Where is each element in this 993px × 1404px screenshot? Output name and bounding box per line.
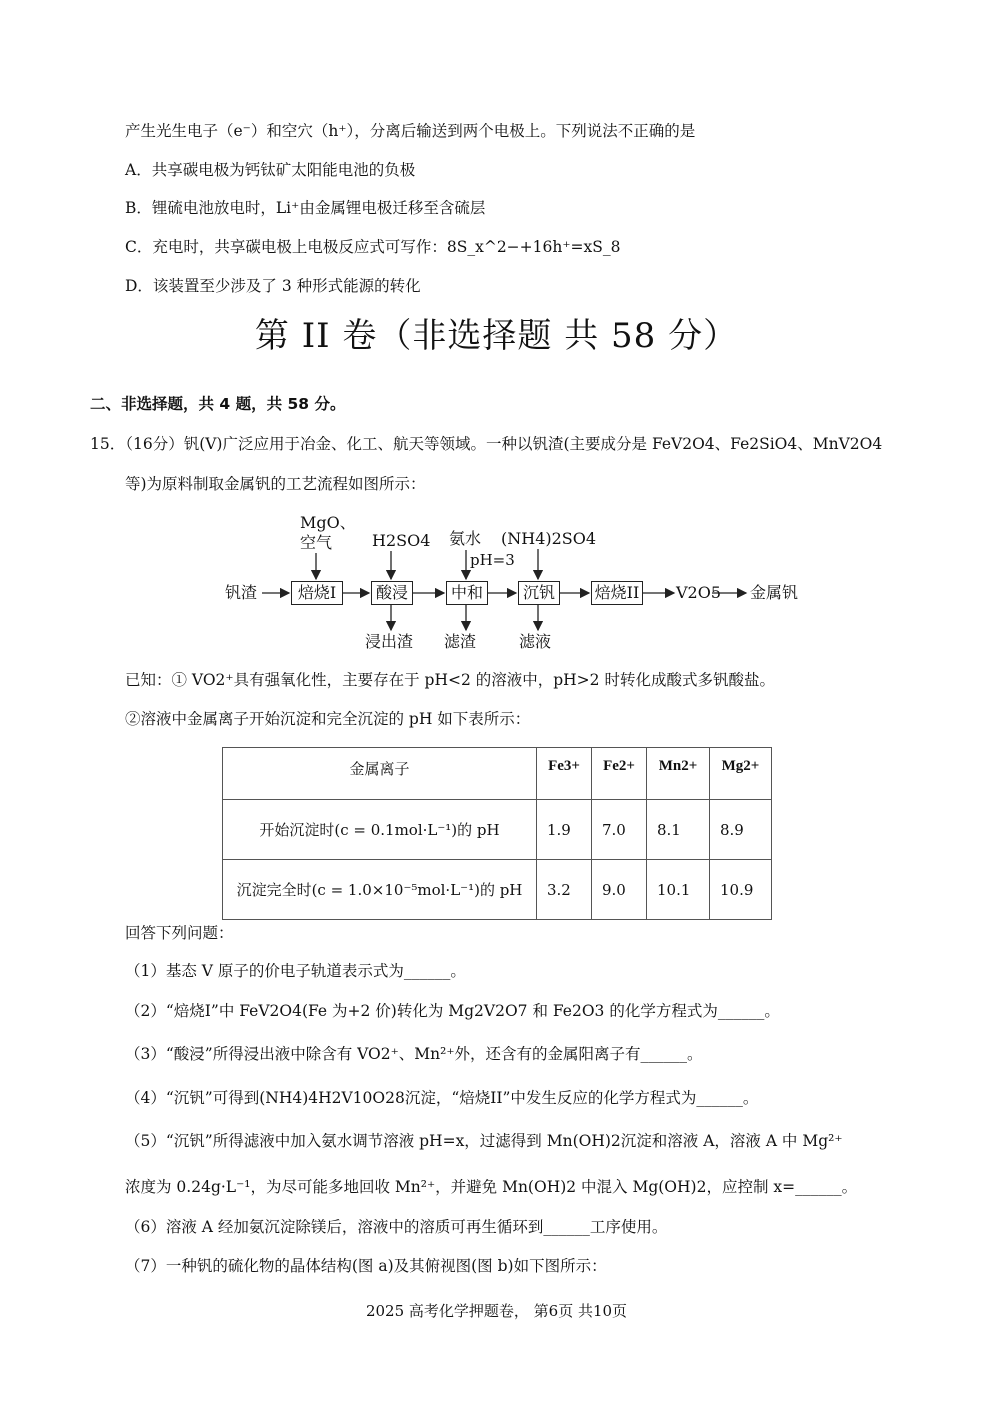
table-cell: 7.0 — [592, 800, 647, 860]
flow-product-v2o5: V2O5 — [676, 583, 722, 602]
table-row — [223, 860, 772, 920]
table-header-cell: 金属离子 — [223, 748, 537, 800]
flow-step-neutralize: 中和 — [446, 581, 488, 605]
flow-input-air: 空气 — [300, 533, 333, 552]
flow-output-residue: 浸出渣 — [365, 632, 414, 651]
flow-input-ammonia: 氨水 — [449, 529, 482, 548]
table-cell: 10.1 — [647, 860, 710, 920]
table-header-cell: Fe2+ — [592, 748, 647, 800]
flow-arrows — [0, 0, 993, 700]
page-footer: 2025 高考化学押题卷， 第6页 共10页 — [365, 1302, 628, 1320]
option-c: C．充电时，共享碳电极上电极反应式可写作：8S_x^2−+16h⁺=xS_8 — [125, 238, 621, 256]
flow-start: 钒渣 — [225, 583, 258, 602]
section-heading: 二、非选择题，共 4 题，共 58 分。 — [90, 395, 346, 413]
known-2: ②溶液中金属离子开始沉淀和完全沉淀的 pH 如下表所示： — [125, 710, 531, 728]
table-header-cell: Mg2+ — [710, 748, 772, 800]
flow-step-acid-leach: 酸浸 — [371, 581, 413, 605]
question-7: （7）一种钒的硫化物的晶体结构(图 a)及其俯视图(图 b)如下图所示： — [125, 1257, 607, 1275]
table-cell: 8.1 — [647, 800, 710, 860]
table-header-cell: Fe3+ — [537, 748, 592, 800]
question-4: （4）“沉钒”可得到(NH4)4H2V10O28沉淀，“焙烧II”中发生反应的化学方程式为______。 — [125, 1089, 759, 1107]
flow-step-precipitate: 沉钒 — [518, 581, 560, 605]
table-cell: 8.9 — [710, 800, 772, 860]
question-2: （2）“焙烧I”中 FeV2O4(Fe 为+2 价)转化为 Mg2V2O7 和 Fe2O3 的化学方程式为______。 — [125, 1002, 780, 1020]
flow-product-vanadium: 金属钒 — [750, 583, 799, 602]
table-cell: 1.9 — [537, 800, 592, 860]
flow-output-filter-residue: 滤渣 — [444, 632, 477, 651]
table-cell: 9.0 — [592, 860, 647, 920]
flow-step-roast1: 焙烧I — [291, 581, 343, 605]
section-title: 第 II 卷（非选择题 共 58 分） — [254, 316, 739, 356]
question-1: （1）基态 V 原子的价电子轨道表示式为______。 — [125, 962, 466, 980]
flow-input-nh4so4: (NH4)2SO4 — [501, 529, 597, 548]
flow-input-mgo: MgO、 — [300, 513, 356, 532]
table-cell: 3.2 — [537, 860, 592, 920]
table-cell: 沉淀完全时(c = 1.0×10⁻⁵mol·L⁻¹)的 pH — [223, 860, 537, 920]
table-header-cell: Mn2+ — [647, 748, 710, 800]
answer-prompt: 回答下列问题： — [125, 924, 234, 942]
option-d: D．该装置至少涉及了 3 种形式能源的转化 — [125, 277, 421, 295]
question-5a: （5）“沉钒”所得滤液中加入氨水调节溶液 pH=x，过滤得到 Mn(OH)2沉淀和溶液 A，溶液 A 中 Mg²⁺ — [125, 1132, 843, 1150]
flow-input-h2so4: H2SO4 — [372, 531, 431, 550]
table-cell: 开始沉淀时(c = 0.1mol·L⁻¹)的 pH — [223, 800, 537, 860]
question-5b: 浓度为 0.24g·L⁻¹，为尽可能多地回收 Mn²⁺，并避免 Mn(OH)2 中混入 Mg(OH)2，应控制 x=______。 — [125, 1178, 858, 1196]
table-header-row — [223, 748, 772, 800]
known-1: 已知：① VO2⁺具有强氧化性，主要存在于 pH<2 的溶液中，pH>2 时转化成酸式多钒酸盐。 — [125, 671, 775, 689]
q15-line1: 15．（16分）钒(V)广泛应用于冶金、化工、航天等领域。一种以钒渣(主要成分是 FeV2O4、Fe2SiO4、MnV2O4 — [90, 435, 883, 453]
ph-table — [222, 747, 772, 920]
question-6: （6）溶液 A 经加氨沉淀除镁后，溶液中的溶质可再生循环到______工序使用。 — [125, 1218, 668, 1236]
question-3: （3）“酸浸”所得浸出液中除含有 VO2⁺、Mn²⁺外，还含有的金属阳离子有______。 — [125, 1045, 703, 1063]
flow-output-filtrate: 滤液 — [519, 632, 552, 651]
question-stem-text: 产生光生电子（e⁻）和空穴（h⁺），分离后输送到两个电极上。下列说法不正确的是 — [125, 122, 696, 140]
flow-step-roast2: 焙烧II — [591, 581, 643, 605]
q15-line2: 等)为原料制取金属钒的工艺流程如图所示： — [125, 475, 426, 493]
table-row — [223, 800, 772, 860]
option-a: A．共享碳电极为钙钛矿太阳能电池的负极 — [125, 161, 416, 179]
option-b: B．锂硫电池放电时，Li⁺由金属锂电极迁移至含硫层 — [125, 199, 486, 217]
flow-input-ph: pH=3 — [470, 551, 515, 569]
table-cell: 10.9 — [710, 860, 772, 920]
